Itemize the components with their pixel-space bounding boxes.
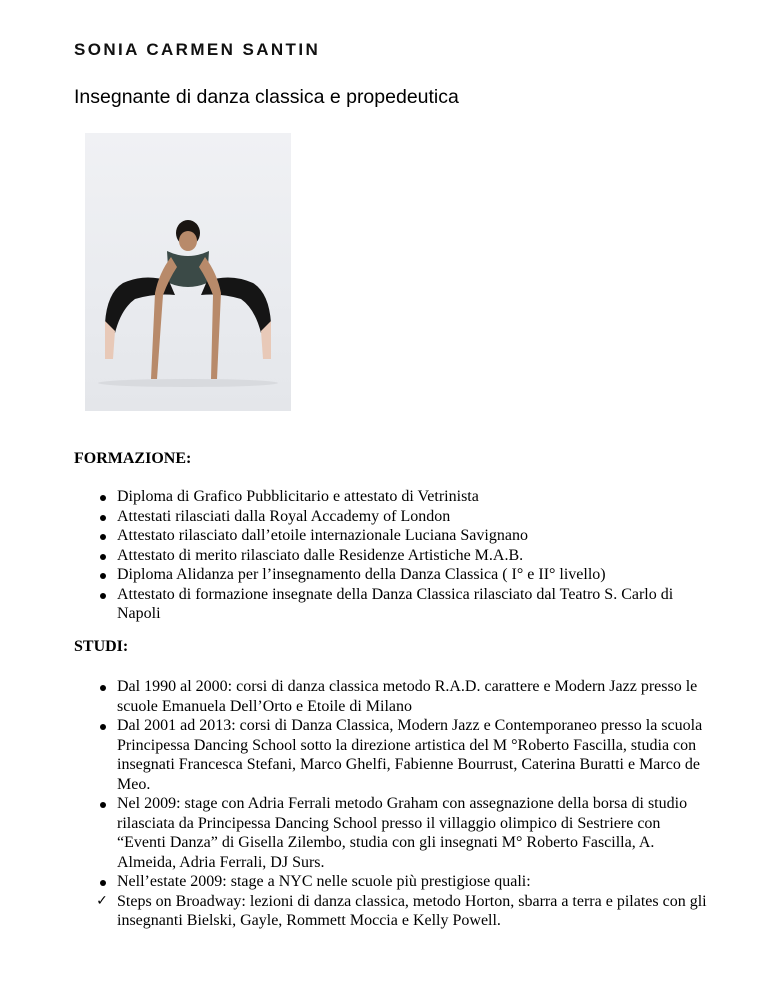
list-item-text: Nell’estate 2009: stage a NYC nelle scuole più prestigiose quali:: [117, 873, 531, 890]
job-title: Insegnante di danza classica e propedeutica: [74, 86, 459, 108]
list-item-text: Steps on Broadway: lezioni di danza classica, metodo Horton, sbarra a terra e pilates con gli insegnanti Bielski, Gayle, Rommett Moccia e Kelly Powell.: [117, 892, 707, 929]
list-item-text: Attestato rilasciato dall’etoile internazionale Luciana Savignano: [117, 527, 528, 544]
list-item-text: Attestato di formazione insegnate della Danza Classica rilasciato dal Teatro S. Carlo di Napoli: [117, 585, 674, 622]
formazione-list: [0, 487, 707, 624]
list-item: [0, 487, 707, 507]
list-item: [0, 585, 707, 624]
list-item: [0, 892, 707, 931]
list-item: [0, 794, 707, 872]
studi-list: [0, 677, 707, 931]
list-item-text: Diploma Alidanza per l’insegnamento della Danza Classica ( I° e II° livello): [117, 566, 606, 583]
list-item: [0, 507, 707, 527]
studi-heading: STUDI:: [74, 638, 129, 655]
dancer-photo: [85, 133, 291, 411]
list-item-text: Attestati rilasciati dalla Royal Accademy of London: [117, 507, 451, 525]
list-item-text: Attestato di merito rilasciato dalle Residenze Artistiche M.A.B.: [117, 546, 524, 564]
list-item-text: Nel 2009: stage con Adria Ferrali metodo Graham con assegnazione della borsa di studio rilasciata da Principessa Dancing School presso il villaggio olimpico di Sestriere con “Eventi Danza” di Gisella Zilembo, studia con gli insegnati M° Roberto Fascilla, A. Almeida, Adria Ferrali, DJ Surs.: [117, 795, 688, 871]
check-icon: ✓: [96, 892, 108, 909]
list-item-text: Dal 1990 al 2000: corsi di danza classica metodo R.A.D. carattere e Modern Jazz presso le scuole Emanuela Dell’Orto e Etoile di Milano: [117, 678, 698, 715]
list-item-text: Diploma di Grafico Pubblicitario e attestato di Vetrinista: [117, 488, 479, 505]
list-item: [0, 565, 707, 585]
list-item: [0, 716, 707, 794]
list-item: [0, 546, 707, 566]
list-item: [0, 872, 707, 892]
list-item: [0, 526, 707, 546]
formazione-heading: FORMAZIONE:: [74, 450, 192, 467]
dancer-illustration: [85, 133, 291, 411]
list-item: [0, 677, 707, 716]
list-item-text: Dal 2001 ad 2013: corsi di Danza Classica, Modern Jazz e Contemporaneo presso la scuola Principessa Dancing School sotto la direzione artistica del M °Roberto Fascilla, studia con insegnati Francesca Stefani, Marco Ghelfi, Fabienne Bourrust, Caterina Buratti e Marco de Meo.: [117, 717, 703, 793]
person-name: SONIA CARMEN SANTIN: [74, 40, 321, 59]
